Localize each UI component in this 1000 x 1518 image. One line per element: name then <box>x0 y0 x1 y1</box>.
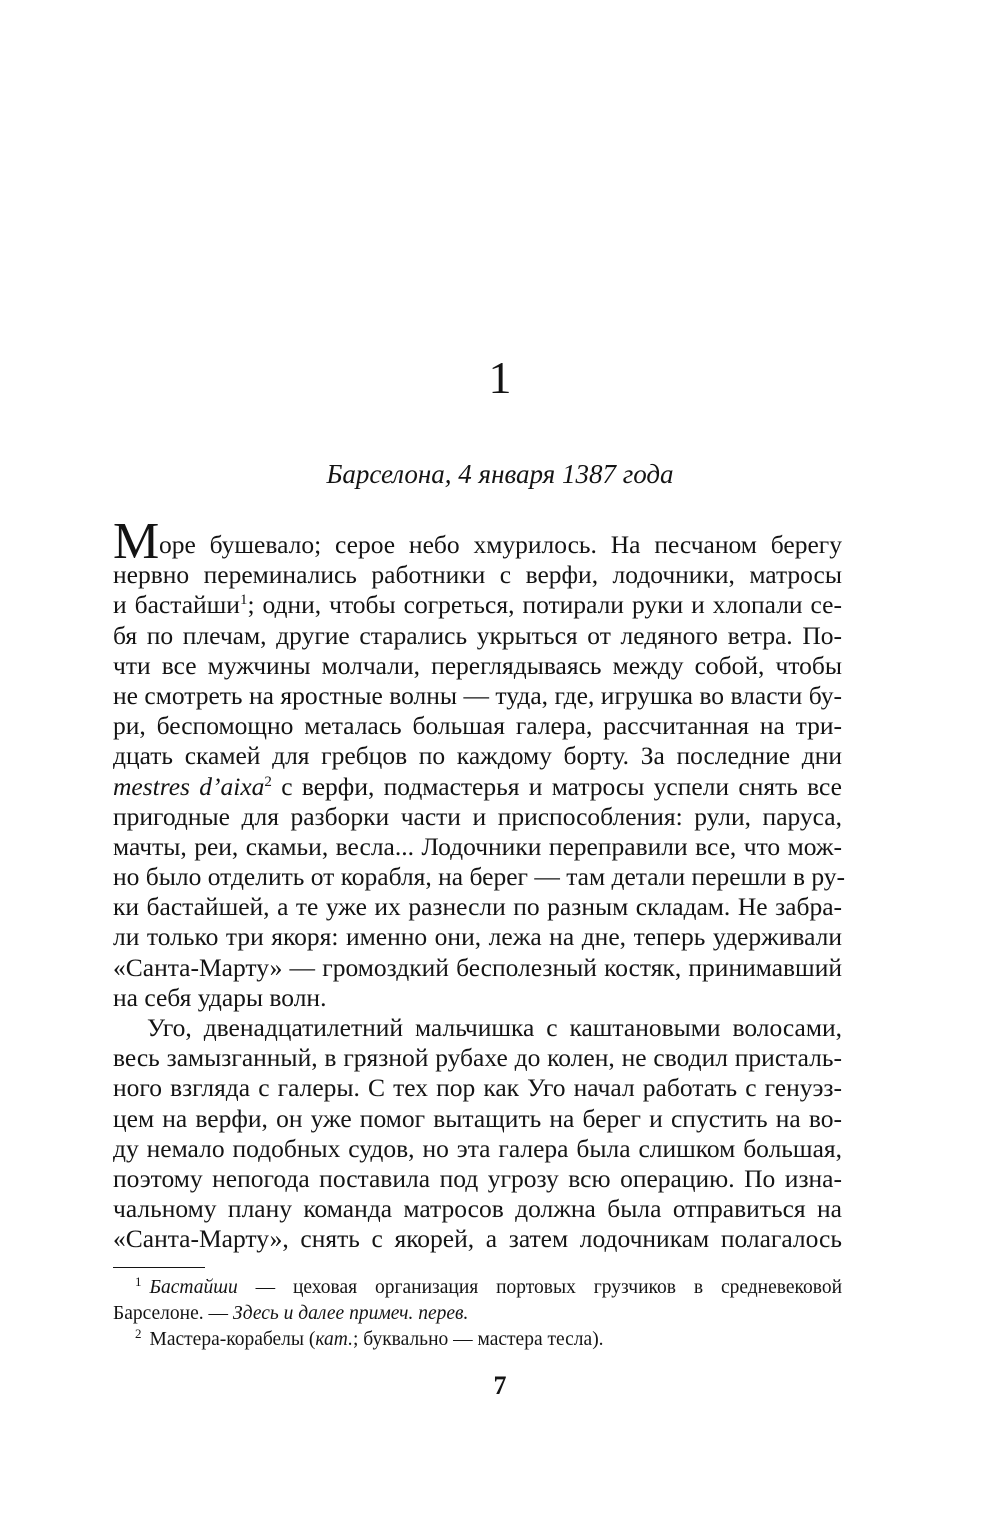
paragraph-line: пригодные для разборки части и приспособления: рули, паруса, <box>113 801 842 831</box>
paragraph-line: но было отделить от корабля, на берег — там детали перешли в ру- <box>113 862 846 892</box>
paragraph-line: мачты, реи, скамьи, весла... Лодочники переправили все, что мож- <box>113 831 842 861</box>
paragraph-line: поэтому непогода поставила под угрозу всю операцию. По изна- <box>113 1163 842 1193</box>
paragraph-line: бя по плечам, другие старались укрыться от ледяного ветра. По- <box>113 620 842 650</box>
paragraph-line: и бастайши$^1$; одни, чтобы согреться, потирали руки и хлопали се- <box>113 590 842 620</box>
paragraph-line: «Санта-Марту» — громоздкий бесполезный костяк, принимавший <box>113 952 842 982</box>
footnote-ref-1[interactable]: 1 <box>239 592 248 609</box>
paragraph-line: ного взгляда с галеры. С тех пор как Уго начал работать с генуэз- <box>113 1073 842 1103</box>
footnote-2: $^2$ Мастера-корабелы (кат.; буквально — мастера тесла). <box>135 1326 604 1350</box>
paragraph-line: Уго, двенадцатилетний мальчишка с каштановыми волосами, <box>147 1013 842 1042</box>
paragraph-line: ки бастайшей, а те уже их разнесли по разным складам. Не забра- <box>113 892 842 922</box>
paragraph-line: на себя удары волн. <box>113 982 327 1012</box>
drop-cap: М <box>113 513 160 570</box>
footnote-1-continued: Барселоне. — Здесь и далее примеч. перев. <box>113 1303 469 1324</box>
footnote-1: $^1$ Бастайши — цеховая организация портовых грузчиков в средневековой <box>135 1274 842 1298</box>
paragraph-2 <box>113 1013 842 1255</box>
paragraph-line: ду немало подобных судов, но эта галера была слишком большая, <box>113 1133 842 1163</box>
paragraph-line: «Санта-Марту», снять с якорей, а затем лодочникам полагалось <box>113 1224 842 1254</box>
footnote-mark: 1 <box>135 1274 142 1289</box>
footnote-divider <box>113 1267 205 1268</box>
paragraph-line: М оре бушевало; серое небо хмурилось. На песчаном берегу <box>113 513 842 570</box>
paragraph-line: mestres d’aixa$^2$ с верфи, подмастерья и матросы успели снять все <box>113 771 842 801</box>
chapter-number: 1 <box>488 352 512 403</box>
paragraph-line: ри, беспомощно металась большая галера, рассчитанная на три- <box>113 711 842 741</box>
paragraph-line: дцать скамей для гребцов по каждому борту. За последние дни <box>113 741 842 771</box>
paragraph-line: чти все мужчины молчали, переглядываясь между собой, чтобы <box>113 650 842 680</box>
paragraph-1 <box>113 513 846 1013</box>
page-number: 7 <box>493 1371 507 1400</box>
paragraph-line: нервно переминались работники с верфи, лодочники, матросы <box>113 560 842 590</box>
footnotes <box>113 1275 842 1353</box>
paragraph-line: не смотреть на яростные волны — туда, где, игрушка во власти бу- <box>113 680 842 710</box>
paragraph-line: весь замызганный, в грязной рубахе до колен, не сводил присталь- <box>113 1043 842 1073</box>
paragraph-line: цем на верфи, он уже помог вытащить на берег и спустить на во- <box>113 1103 842 1133</box>
chapter-place-date: Барселона, 4 января 1387 года <box>326 459 674 489</box>
paragraph-line: чальному плану команда матросов должна была отправиться на <box>113 1194 842 1224</box>
footnote-mark: 2 <box>135 1326 142 1341</box>
footnote-ref-2[interactable]: 2 <box>264 773 272 790</box>
paragraph-line: ли только три якоря: именно они, лежа на дне, теперь удерживали <box>113 922 842 952</box>
